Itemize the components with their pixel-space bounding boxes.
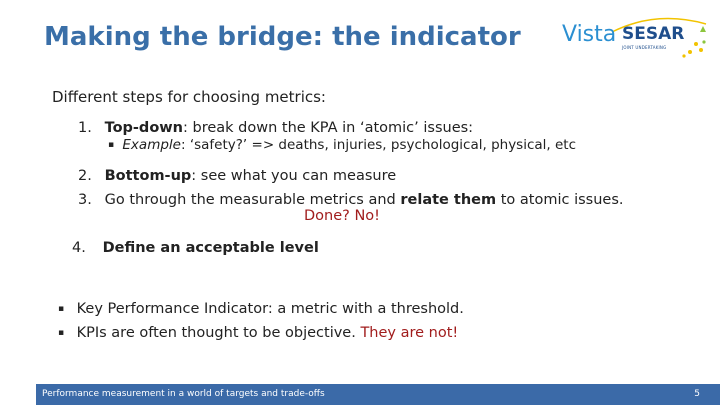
list-item bbox=[58, 297, 464, 321]
slide-title: Making the bridge: the indicator bbox=[44, 22, 521, 52]
step-text: Go through the measurable metrics and bbox=[104, 192, 401, 208]
steps-list bbox=[78, 116, 624, 212]
done-text: Done? No! bbox=[304, 208, 380, 224]
kpi-emphasis: They are not! bbox=[360, 325, 459, 341]
step-number: 3. bbox=[78, 192, 92, 208]
step-4 bbox=[72, 240, 319, 256]
list-item bbox=[58, 321, 464, 345]
intro-text: Different steps for choosing metrics: bbox=[52, 88, 326, 106]
step-2 bbox=[78, 164, 624, 188]
kpi-list bbox=[58, 297, 464, 345]
kpi-text: Key Performance Indicator: a metric with a threshold. bbox=[76, 301, 464, 317]
step-keyword: Define an acceptable level bbox=[102, 240, 319, 256]
example-label: Example bbox=[122, 137, 181, 153]
bullet-icon: ▪ bbox=[108, 140, 115, 150]
step-text: : break down the KPA in ‘atomic’ issues: bbox=[183, 120, 474, 136]
logo-sesar-text: SESAR bbox=[622, 24, 685, 44]
step-keyword: Top-down bbox=[104, 120, 183, 136]
step-keyword: Bottom-up bbox=[104, 168, 192, 184]
footer-text: Performance measurement in a world of targets and trade-offs bbox=[42, 389, 325, 399]
logo-vista-text: Vista bbox=[562, 22, 617, 47]
kpi-text: KPIs are often thought to be objective. bbox=[76, 325, 361, 341]
logo-sesar-subtitle: JOINT UNDERTAKING bbox=[622, 45, 667, 50]
example-text: : ‘safety?’ => deaths, injuries, psychological, physical, etc bbox=[180, 137, 577, 153]
page-number: 5 bbox=[694, 389, 700, 399]
bullet-icon: ▪ bbox=[58, 304, 65, 314]
footer-bar bbox=[36, 384, 720, 405]
vista-sesar-logo bbox=[560, 14, 710, 60]
step-text: : see what you can measure bbox=[191, 168, 397, 184]
step-number: 2. bbox=[78, 168, 92, 184]
bullet-icon: ▪ bbox=[58, 328, 65, 338]
step-text-post: to atomic issues. bbox=[496, 192, 624, 208]
step-number: 1. bbox=[78, 120, 92, 136]
step-keyword: relate them bbox=[400, 192, 497, 208]
step-1-example bbox=[108, 137, 576, 153]
step-number: 4. bbox=[72, 240, 86, 256]
